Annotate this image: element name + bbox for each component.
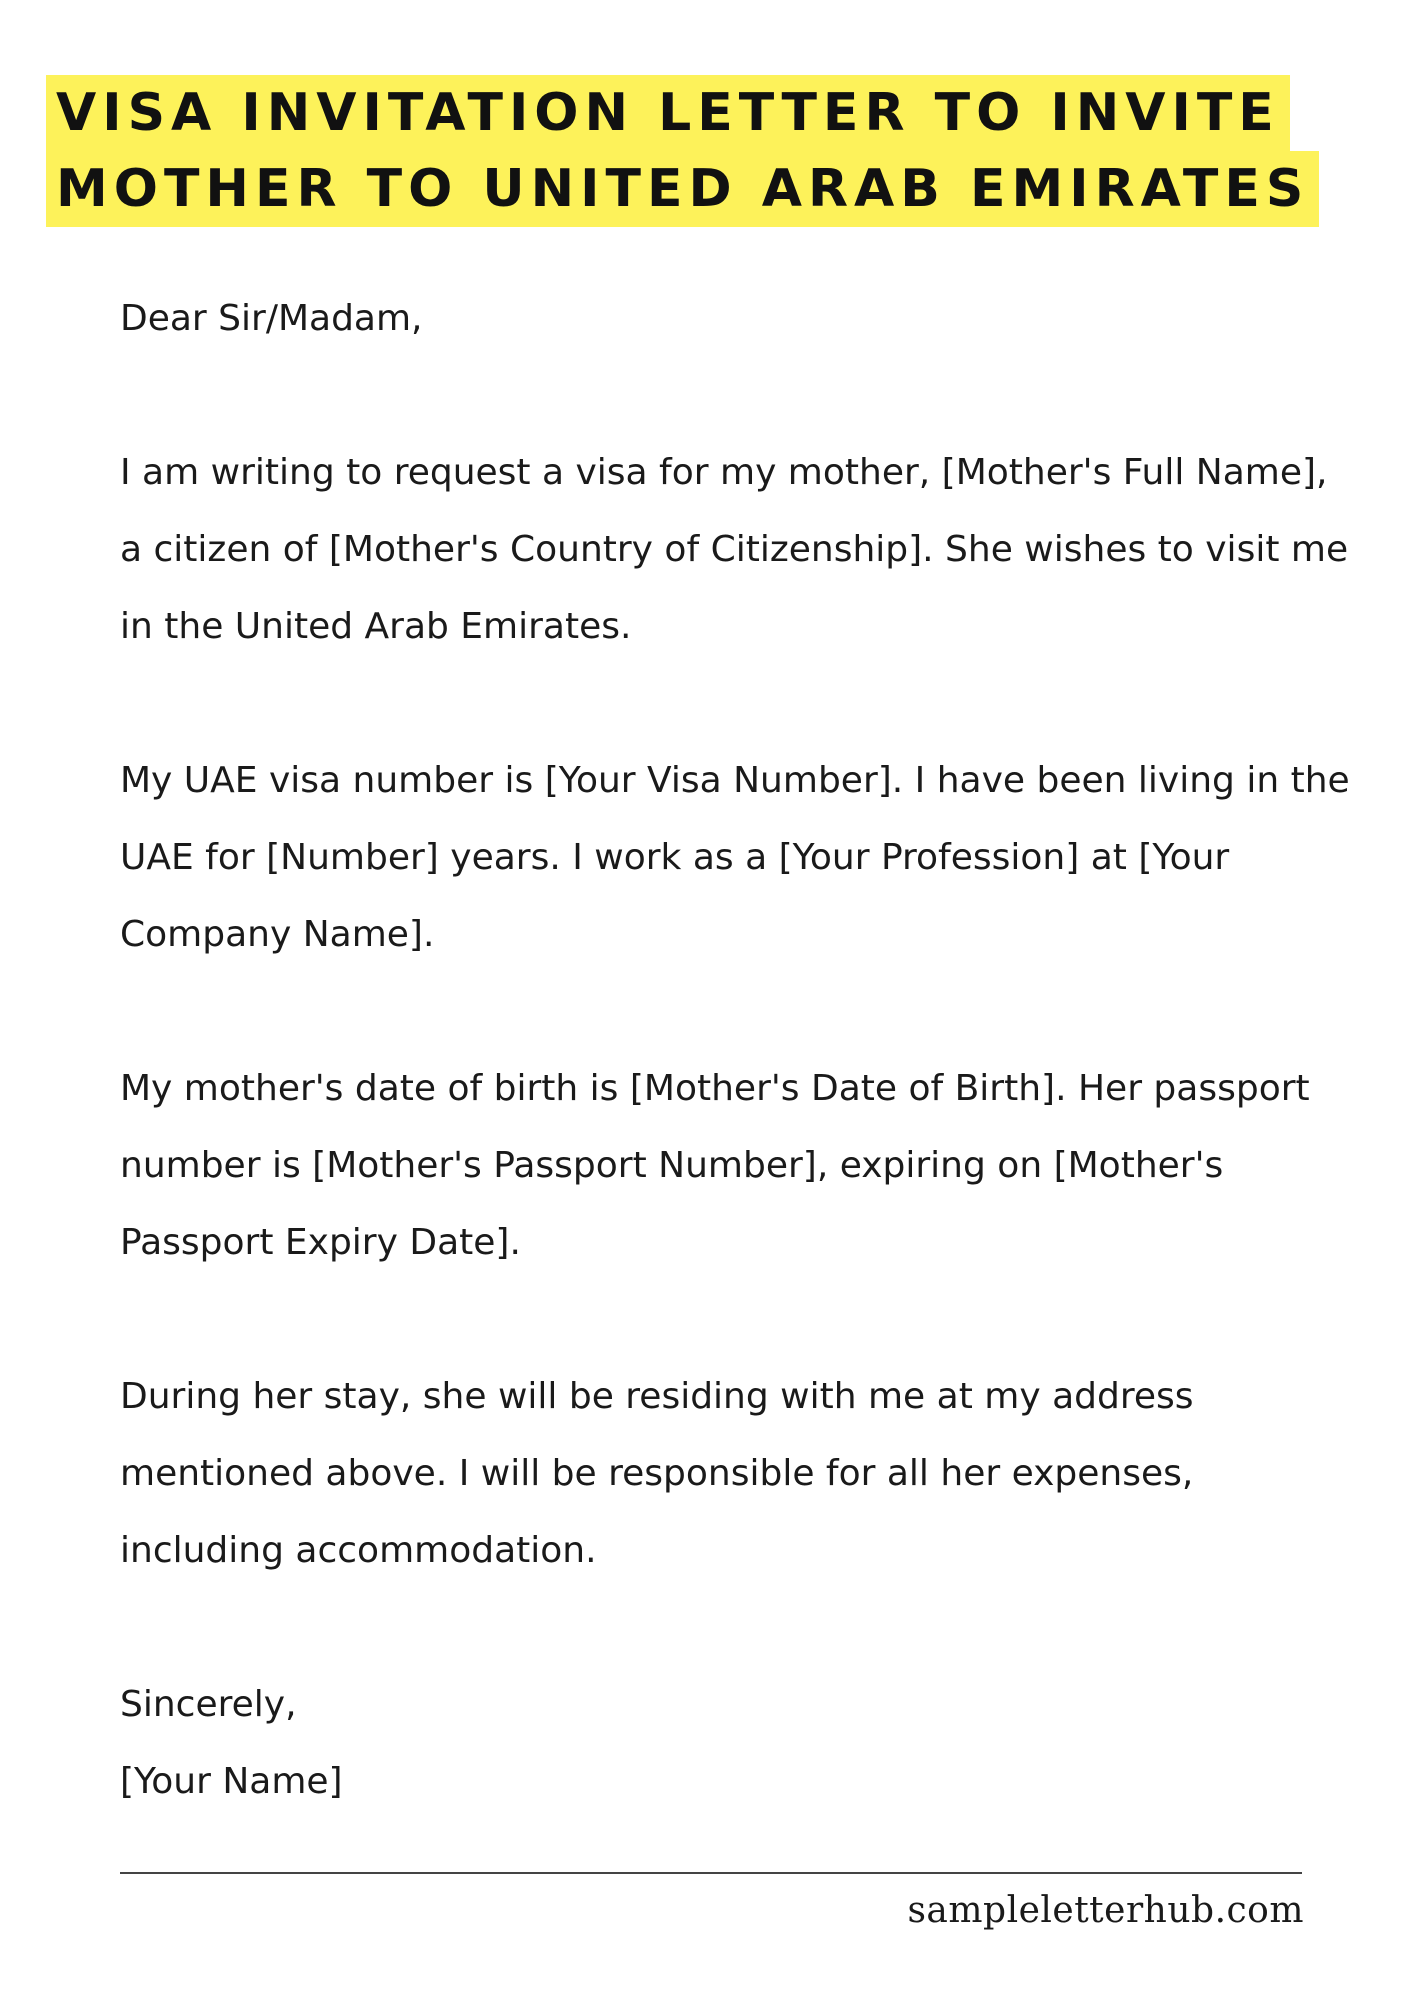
closing: Sincerely, [120, 1684, 297, 1725]
paragraph-visa-request: I am writing to request a visa for my mother, [Mother's Full Name], a citizen of [Mother's Country of Citizenship]. She wishes to visit me in the United Arab Emirates. [120, 452, 1349, 647]
paragraph-sponsor-details: My UAE visa number is [Your Visa Number]. I have been living in the UAE for [Number] years. I work as a [Your Profession] at [Your Company Name]. [120, 760, 1350, 955]
page-title [46, 75, 1316, 227]
footer-website: sampleletterhub.com [907, 1890, 1304, 1931]
title-line-1: VISA INVITATION LETTER TO INVITE [46, 75, 1290, 151]
signature-placeholder: [Your Name] [120, 1761, 343, 1802]
salutation: Dear Sir/Madam, [120, 298, 423, 339]
paragraph-stay-details: During her stay, she will be residing with me at my address mentioned above. I will be responsible for all her expenses, including accommodation. [120, 1376, 1194, 1571]
paragraph-mother-details: My mother's date of birth is [Mother's Date of Birth]. Her passport number is [Mother's Passport Number], expiring on [Mother's Passport Expiry Date]. [120, 1068, 1310, 1263]
title-line-2: MOTHER TO UNITED ARAB EMIRATES [46, 151, 1319, 227]
footer-divider [120, 1872, 1302, 1874]
letter-body [120, 280, 1350, 1820]
